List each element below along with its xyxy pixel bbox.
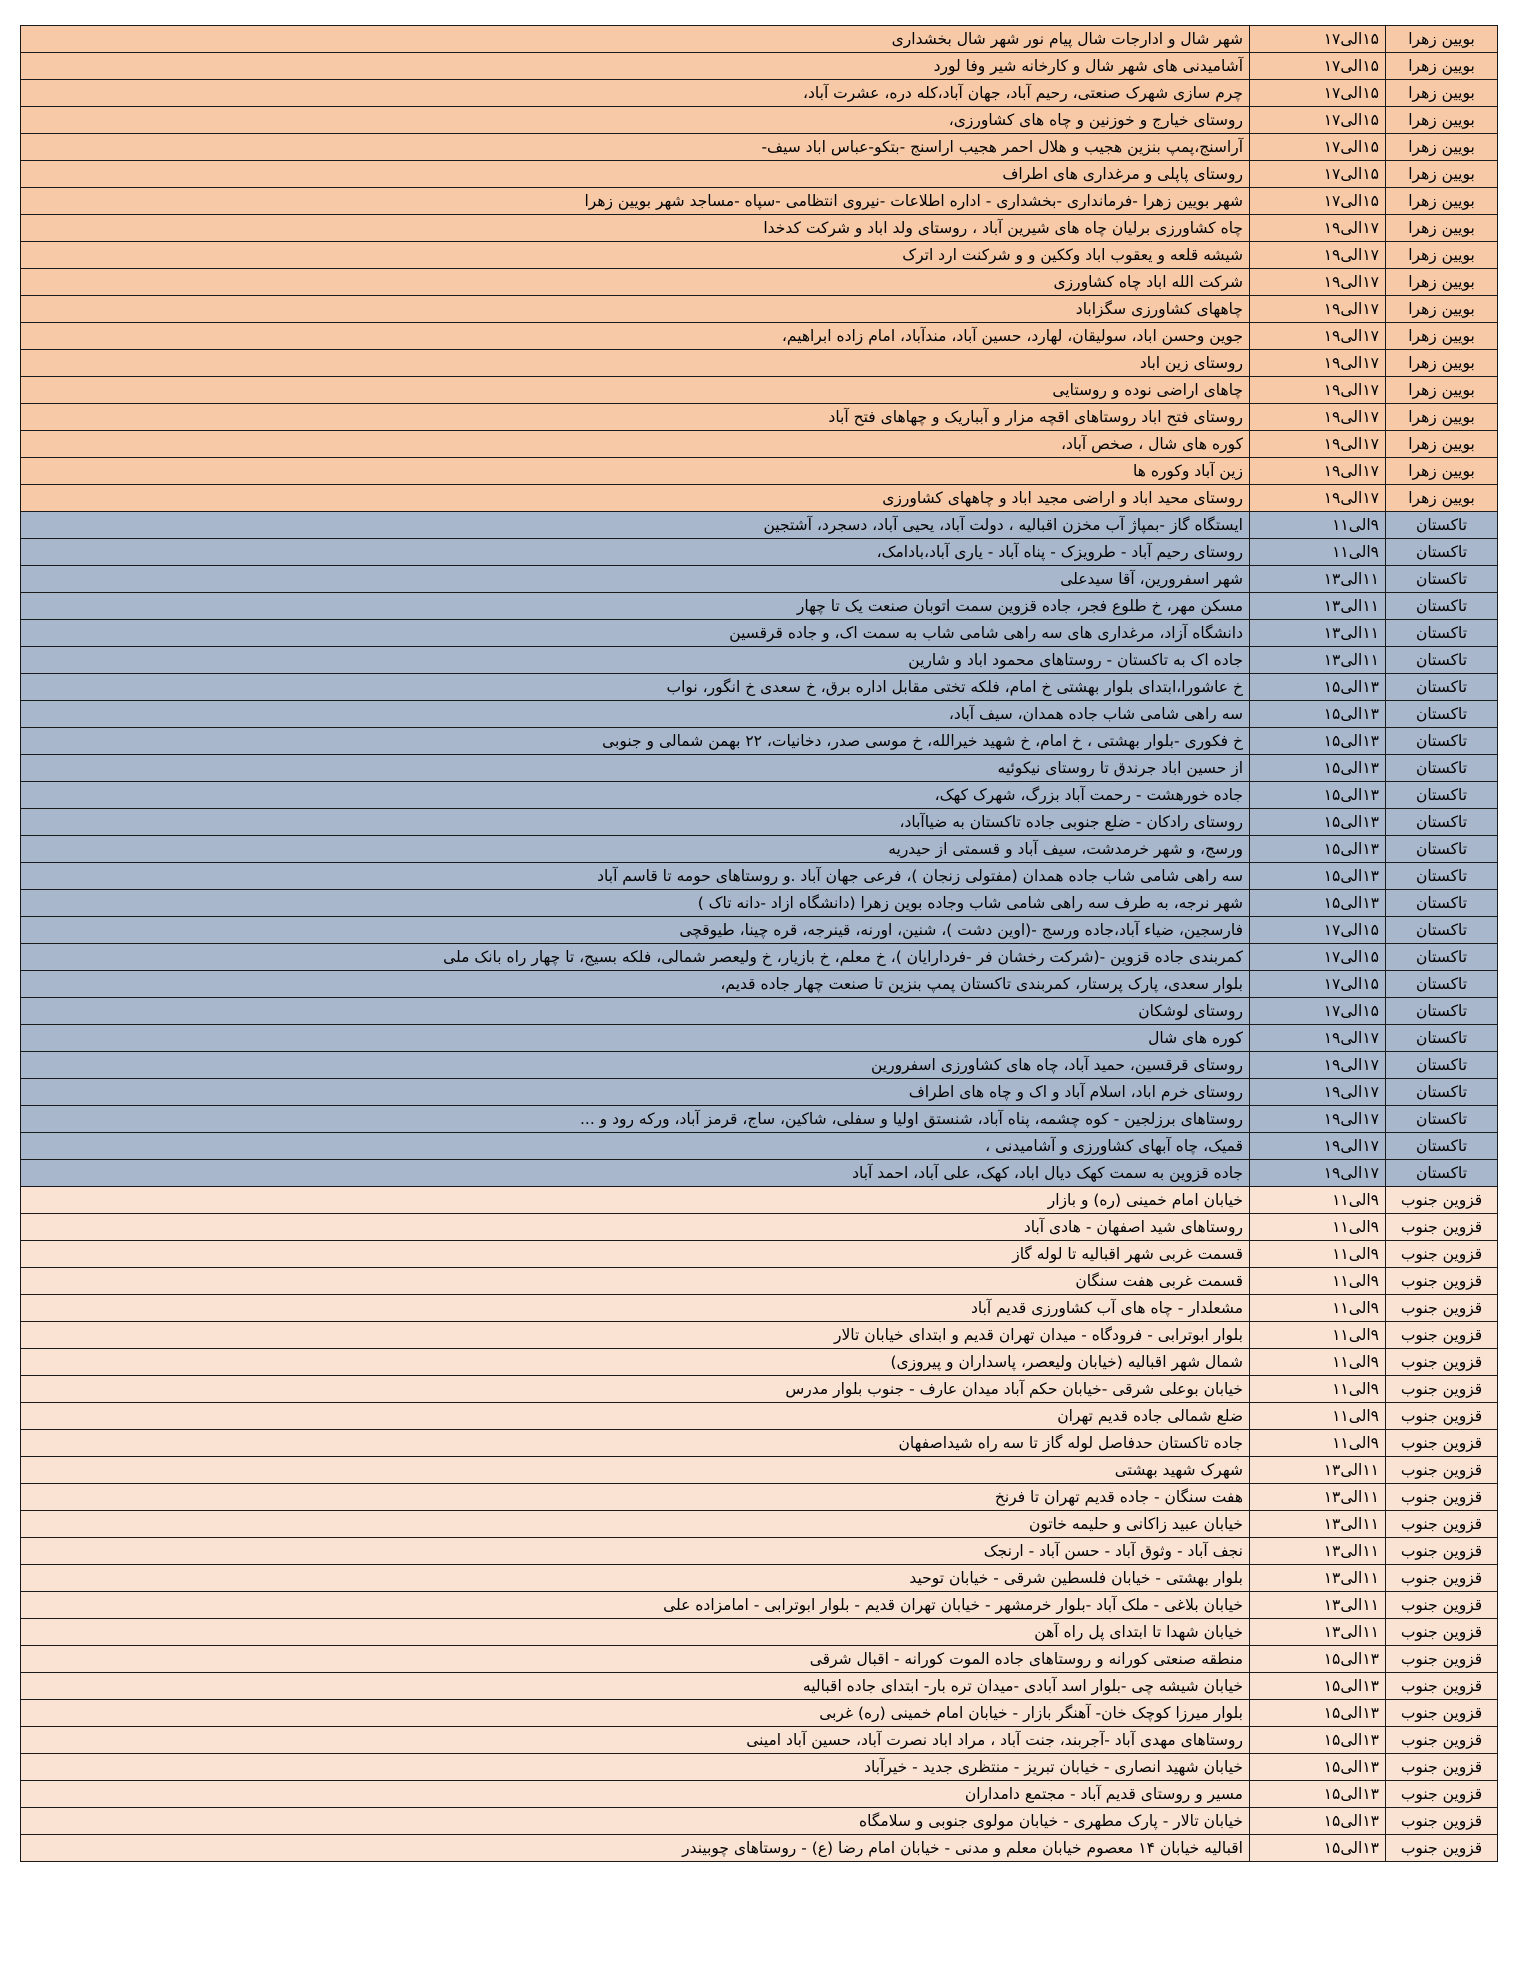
time-range-cell: ۱۱الی۱۳ (1250, 1457, 1386, 1484)
region-cell: تاکستان (1386, 1052, 1498, 1079)
region-cell: بویین زهرا (1386, 215, 1498, 242)
table-row (21, 1511, 1498, 1538)
time-range-cell: ۹الی۱۱ (1250, 1214, 1386, 1241)
area-cell: خیابان شهید انصاری - خیابان تبریز - منتظری جدید - خیرآباد (21, 1754, 1250, 1781)
region-cell: بویین زهرا (1386, 377, 1498, 404)
region-cell: بویین زهرا (1386, 323, 1498, 350)
table-row (21, 1403, 1498, 1430)
region-cell: تاکستان (1386, 971, 1498, 998)
time-range-cell: ۱۷الی۱۹ (1250, 404, 1386, 431)
table-row (21, 242, 1498, 269)
area-cell: خیابان بلاغی - ملک آباد -بلوار خرمشهر - خیابان تهران قدیم - بلوار ابوترابی - امامزاده علی (21, 1592, 1250, 1619)
time-range-cell: ۱۷الی۱۹ (1250, 1052, 1386, 1079)
region-cell: قزوین جنوب (1386, 1511, 1498, 1538)
region-cell: تاکستان (1386, 620, 1498, 647)
time-range-cell: ۱۷الی۱۹ (1250, 1133, 1386, 1160)
area-cell: جاده قزوین به سمت کهک دیال اباد، کهک، علی آباد، احمد آباد (21, 1160, 1250, 1187)
region-cell: بویین زهرا (1386, 188, 1498, 215)
region-cell: قزوین جنوب (1386, 1241, 1498, 1268)
table-row (21, 1538, 1498, 1565)
area-cell: ورسج، و شهر خرمدشت، سیف آباد و قسمتی از حیدریه (21, 836, 1250, 863)
time-range-cell: ۱۳الی۱۵ (1250, 782, 1386, 809)
region-cell: بویین زهرا (1386, 26, 1498, 53)
region-cell: تاکستان (1386, 728, 1498, 755)
table-row (21, 431, 1498, 458)
area-cell: خیابان بوعلی شرقی -خیابان حکم آباد میدان عارف - جنوب بلوار مدرس (21, 1376, 1250, 1403)
area-cell: شیشه قلعه و یعقوب اباد وککین و و شرکنت ارد اترک (21, 242, 1250, 269)
table-row (21, 1565, 1498, 1592)
area-cell: چاههای کشاورزی سگزاباد (21, 296, 1250, 323)
region-cell: بویین زهرا (1386, 107, 1498, 134)
time-range-cell: ۱۳الی۱۵ (1250, 674, 1386, 701)
area-cell: خیابان شیشه چی -بلوار اسد آبادی -میدان تره بار- ابتدای جاده اقبالیه (21, 1673, 1250, 1700)
area-cell: روستای محید اباد و اراضی مجید اباد و چاههای کشاورزی (21, 485, 1250, 512)
table-row (21, 836, 1498, 863)
table-row (21, 1835, 1498, 1862)
region-cell: تاکستان (1386, 701, 1498, 728)
time-range-cell: ۹الی۱۱ (1250, 1430, 1386, 1457)
area-cell: قسمت غربی شهر اقبالیه تا لوله گاز (21, 1241, 1250, 1268)
table-row (21, 269, 1498, 296)
region-cell: قزوین جنوب (1386, 1781, 1498, 1808)
time-range-cell: ۱۵الی۱۷ (1250, 26, 1386, 53)
region-cell: بویین زهرا (1386, 161, 1498, 188)
time-range-cell: ۱۵الی۱۷ (1250, 53, 1386, 80)
region-cell: تاکستان (1386, 539, 1498, 566)
time-range-cell: ۱۳الی۱۵ (1250, 755, 1386, 782)
time-range-cell: ۱۷الی۱۹ (1250, 458, 1386, 485)
time-range-cell: ۱۷الی۱۹ (1250, 1106, 1386, 1133)
area-cell: روستای زین اباد (21, 350, 1250, 377)
table-row (21, 917, 1498, 944)
region-cell: تاکستان (1386, 647, 1498, 674)
area-cell: سه راهی شامی شاب جاده همدان (مفتولی زنجان )، فرعی جهان آباد .و روستاهای حومه تا قاسم آباد (21, 863, 1250, 890)
region-cell: قزوین جنوب (1386, 1700, 1498, 1727)
area-cell: قمیک، چاه آبهای کشاورزی و آشامیدنی ، (21, 1133, 1250, 1160)
time-range-cell: ۱۷الی۱۹ (1250, 296, 1386, 323)
table-row (21, 593, 1498, 620)
time-range-cell: ۱۱الی۱۳ (1250, 620, 1386, 647)
table-row (21, 404, 1498, 431)
time-range-cell: ۱۵الی۱۷ (1250, 944, 1386, 971)
area-cell: روستاهای شید اصفهان - هادی آباد (21, 1214, 1250, 1241)
time-range-cell: ۹الی۱۱ (1250, 539, 1386, 566)
time-range-cell: ۱۷الی۱۹ (1250, 323, 1386, 350)
time-range-cell: ۱۷الی۱۹ (1250, 1025, 1386, 1052)
region-cell: تاکستان (1386, 890, 1498, 917)
table-row (21, 134, 1498, 161)
area-cell: خ فکوری -بلوار بهشتی ، خ امام، خ شهید خیرالله، خ موسی صدر، دخانیات، ۲۲ بهمن شمالی و جنوبی (21, 728, 1250, 755)
table-row (21, 1646, 1498, 1673)
time-range-cell: ۱۳الی۱۵ (1250, 1754, 1386, 1781)
time-range-cell: ۱۳الی۱۵ (1250, 836, 1386, 863)
time-range-cell: ۱۵الی۱۷ (1250, 107, 1386, 134)
time-range-cell: ۱۱الی۱۳ (1250, 566, 1386, 593)
region-cell: بویین زهرا (1386, 296, 1498, 323)
region-cell: بویین زهرا (1386, 80, 1498, 107)
time-range-cell: ۹الی۱۱ (1250, 1403, 1386, 1430)
area-cell: خ عاشورا،ابتدای بلوار بهشتی خ امام، فلکه تختی مقابل اداره برق، خ سعدی خ انگور، نواب (21, 674, 1250, 701)
table-row (21, 1106, 1498, 1133)
region-cell: بویین زهرا (1386, 134, 1498, 161)
time-range-cell: ۱۳الی۱۵ (1250, 701, 1386, 728)
area-cell: مسیر و روستای قدیم آباد - مجتمع دامداران (21, 1781, 1250, 1808)
time-range-cell: ۱۳الی۱۵ (1250, 1727, 1386, 1754)
region-cell: تاکستان (1386, 755, 1498, 782)
table-row (21, 1025, 1498, 1052)
area-cell: اقبالیه خیابان ۱۴ معصوم خیابان معلم و مدنی - خیابان امام رضا (ع) - روستاهای چوبیندر (21, 1835, 1250, 1862)
table-row (21, 1484, 1498, 1511)
region-cell: بویین زهرا (1386, 242, 1498, 269)
region-cell: قزوین جنوب (1386, 1322, 1498, 1349)
table-row (21, 1160, 1498, 1187)
time-range-cell: ۹الی۱۱ (1250, 1295, 1386, 1322)
area-cell: نجف آباد - وثوق آباد - حسن آباد - ارنجک (21, 1538, 1250, 1565)
area-cell: فارسجین، ضیاء آباد،جاده ورسج -(اوین دشت )، شنین، اورنه، قینرجه، قره چینا، طیوقچی (21, 917, 1250, 944)
table-row (21, 458, 1498, 485)
area-cell: شهرک شهید بهشتی (21, 1457, 1250, 1484)
table-row (21, 863, 1498, 890)
region-cell: قزوین جنوب (1386, 1430, 1498, 1457)
time-range-cell: ۱۱الی۱۳ (1250, 1511, 1386, 1538)
area-cell: روستاهای برزلجین - کوه چشمه، پناه آباد، شنستق اولیا و سفلی، شاکین، ساج، قرمز آباد، ورکه رود و ... (21, 1106, 1250, 1133)
area-cell: بلوار ابوترابی - فرودگاه - میدان تهران قدیم و ابتدای خیابان تالار (21, 1322, 1250, 1349)
outage-schedule-body (21, 26, 1498, 1862)
table-row (21, 1295, 1498, 1322)
table-row (21, 620, 1498, 647)
table-row (21, 1079, 1498, 1106)
area-cell: مشعلدار - چاه های آب کشاورزی قدیم آباد (21, 1295, 1250, 1322)
area-cell: روستاهای مهدی آباد -آجربند، جنت آباد ، مراد اباد نصرت آباد، حسین آباد امینی (21, 1727, 1250, 1754)
area-cell: چاهای اراضی نوده و روستایی (21, 377, 1250, 404)
region-cell: تاکستان (1386, 512, 1498, 539)
area-cell: شهر بویین زهرا -فرمانداری -بخشداری - اداره اطلاعات -نیروی انتظامی -سپاه -مساجد شهر بویین زهرا (21, 188, 1250, 215)
time-range-cell: ۱۷الی۱۹ (1250, 485, 1386, 512)
area-cell: چرم سازی شهرک صنعتی، رحیم آباد، جهان آباد،کله دره، عشرت آباد، (21, 80, 1250, 107)
region-cell: تاکستان (1386, 782, 1498, 809)
table-row (21, 188, 1498, 215)
region-cell: قزوین جنوب (1386, 1754, 1498, 1781)
table-row (21, 701, 1498, 728)
region-cell: قزوین جنوب (1386, 1214, 1498, 1241)
table-row (21, 782, 1498, 809)
table-row (21, 80, 1498, 107)
time-range-cell: ۹الی۱۱ (1250, 1268, 1386, 1295)
area-cell: جاده اک به تاکستان - روستاهای محمود اباد و شارین (21, 647, 1250, 674)
table-row (21, 1754, 1498, 1781)
area-cell: شهر نرجه، به طرف سه راهی شامی شاب وجاده بوین زهرا (دانشگاه ازاد -دانه تاک ) (21, 890, 1250, 917)
region-cell: بویین زهرا (1386, 53, 1498, 80)
time-range-cell: ۱۱الی۱۳ (1250, 1484, 1386, 1511)
table-row (21, 1349, 1498, 1376)
table-row (21, 1673, 1498, 1700)
time-range-cell: ۱۵الی۱۷ (1250, 80, 1386, 107)
time-range-cell: ۱۳الی۱۵ (1250, 1673, 1386, 1700)
region-cell: قزوین جنوب (1386, 1835, 1498, 1862)
region-cell: قزوین جنوب (1386, 1349, 1498, 1376)
area-cell: روستای خرم اباد، اسلام آباد و اک و چاه های اطراف (21, 1079, 1250, 1106)
table-row (21, 944, 1498, 971)
time-range-cell: ۱۳الی۱۵ (1250, 863, 1386, 890)
table-row (21, 1268, 1498, 1295)
area-cell: روستای خیارج و خوزنین و چاه های کشاورزی، (21, 107, 1250, 134)
time-range-cell: ۹الی۱۱ (1250, 512, 1386, 539)
time-range-cell: ۹الی۱۱ (1250, 1376, 1386, 1403)
table-row (21, 1727, 1498, 1754)
time-range-cell: ۱۱الی۱۳ (1250, 1619, 1386, 1646)
area-cell: روستای قرقسین، حمید آباد، چاه های کشاورزی اسفرورین (21, 1052, 1250, 1079)
region-cell: قزوین جنوب (1386, 1376, 1498, 1403)
area-cell: کوره های شال ، صخص آباد، (21, 431, 1250, 458)
area-cell: منطقه صنعتی کورانه و روستاهای جاده الموت کورانه - اقبال شرقی (21, 1646, 1250, 1673)
region-cell: قزوین جنوب (1386, 1403, 1498, 1430)
table-row (21, 1376, 1498, 1403)
region-cell: قزوین جنوب (1386, 1673, 1498, 1700)
area-cell: روستای رحیم آباد - طرویزک - پناه آباد - یاری آباد،بادامک، (21, 539, 1250, 566)
table-row (21, 1187, 1498, 1214)
area-cell: جوین وحسن اباد، سولیقان، لهارد، حسین آباد، مندآباد، امام زاده ابراهیم، (21, 323, 1250, 350)
time-range-cell: ۱۳الی۱۵ (1250, 1646, 1386, 1673)
table-row (21, 1322, 1498, 1349)
region-cell: قزوین جنوب (1386, 1484, 1498, 1511)
region-cell: قزوین جنوب (1386, 1187, 1498, 1214)
table-row (21, 1241, 1498, 1268)
region-cell: قزوین جنوب (1386, 1808, 1498, 1835)
area-cell: بلوار سعدی، پارک پرستار، کمربندی تاکستان پمپ بنزین تا صنعت چهار جاده قدیم، (21, 971, 1250, 998)
time-range-cell: ۱۷الی۱۹ (1250, 215, 1386, 242)
table-row (21, 1619, 1498, 1646)
area-cell: هفت سنگان - جاده قدیم تهران تا فرنخ (21, 1484, 1250, 1511)
area-cell: ایستگاه گاز -بمپاژ آب مخزن اقبالیه ، دولت آباد، یحیی آباد، دسجرد، آشتجین (21, 512, 1250, 539)
area-cell: خیابان شهدا تا ابتدای پل راه آهن (21, 1619, 1250, 1646)
time-range-cell: ۱۵الی۱۷ (1250, 134, 1386, 161)
table-row (21, 377, 1498, 404)
area-cell: جاده تاکستان حدفاصل لوله گاز تا سه راه شیداصفهان (21, 1430, 1250, 1457)
area-cell: مسکن مهر، خ طلوع فجر، جاده قزوین سمت اتوبان صنعت یک تا چهار (21, 593, 1250, 620)
time-range-cell: ۱۱الی۱۳ (1250, 1538, 1386, 1565)
time-range-cell: ۹الی۱۱ (1250, 1349, 1386, 1376)
region-cell: قزوین جنوب (1386, 1619, 1498, 1646)
region-cell: قزوین جنوب (1386, 1592, 1498, 1619)
region-cell: تاکستان (1386, 836, 1498, 863)
region-cell: تاکستان (1386, 998, 1498, 1025)
time-range-cell: ۱۷الی۱۹ (1250, 431, 1386, 458)
table-row (21, 1808, 1498, 1835)
table-row (21, 350, 1498, 377)
region-cell: تاکستان (1386, 1106, 1498, 1133)
region-cell: بویین زهرا (1386, 458, 1498, 485)
time-range-cell: ۱۵الی۱۷ (1250, 917, 1386, 944)
time-range-cell: ۱۳الی۱۵ (1250, 728, 1386, 755)
area-cell: خیابان تالار - پارک مطهری - خیابان مولوی جنوبی و سلامگاه (21, 1808, 1250, 1835)
table-row (21, 1430, 1498, 1457)
area-cell: چاه کشاورزی برلیان چاه های شیرین آباد ، روستای ولد اباد و شرکت کدخدا (21, 215, 1250, 242)
area-cell: روستای پاپلی و مرغداری های اطراف (21, 161, 1250, 188)
region-cell: تاکستان (1386, 1133, 1498, 1160)
area-cell: زین آباد وکوره ها (21, 458, 1250, 485)
time-range-cell: ۱۳الی۱۵ (1250, 1835, 1386, 1862)
region-cell: بویین زهرا (1386, 350, 1498, 377)
area-cell: روستای لوشکان (21, 998, 1250, 1025)
region-cell: بویین زهرا (1386, 431, 1498, 458)
time-range-cell: ۱۱الی۱۳ (1250, 593, 1386, 620)
time-range-cell: ۱۷الی۱۹ (1250, 1079, 1386, 1106)
region-cell: تاکستان (1386, 1025, 1498, 1052)
region-cell: بویین زهرا (1386, 404, 1498, 431)
region-cell: تاکستان (1386, 809, 1498, 836)
region-cell: تاکستان (1386, 674, 1498, 701)
area-cell: روستای رادکان - ضلع جنوبی جاده تاکستان به ضیاآباد، (21, 809, 1250, 836)
time-range-cell: ۱۱الی۱۳ (1250, 647, 1386, 674)
time-range-cell: ۹الی۱۱ (1250, 1241, 1386, 1268)
area-cell: قسمت غربی هفت سنگان (21, 1268, 1250, 1295)
table-row (21, 1781, 1498, 1808)
table-row (21, 566, 1498, 593)
region-cell: تاکستان (1386, 944, 1498, 971)
time-range-cell: ۱۱الی۱۳ (1250, 1592, 1386, 1619)
region-cell: تاکستان (1386, 566, 1498, 593)
table-row (21, 1052, 1498, 1079)
region-cell: تاکستان (1386, 917, 1498, 944)
time-range-cell: ۱۷الی۱۹ (1250, 350, 1386, 377)
area-cell: بلوار میرزا کوچک خان- آهنگر بازار - خیابان امام خمینی (ره) غربی (21, 1700, 1250, 1727)
time-range-cell: ۱۳الی۱۵ (1250, 1808, 1386, 1835)
region-cell: تاکستان (1386, 1160, 1498, 1187)
outage-schedule-table (20, 25, 1498, 1862)
time-range-cell: ۱۵الی۱۷ (1250, 971, 1386, 998)
time-range-cell: ۱۵الی۱۷ (1250, 998, 1386, 1025)
time-range-cell: ۱۳الی۱۵ (1250, 1700, 1386, 1727)
area-cell: بلوار بهشتی - خیابان فلسطین شرقی - خیابان توحید (21, 1565, 1250, 1592)
region-cell: قزوین جنوب (1386, 1538, 1498, 1565)
region-cell: تاکستان (1386, 863, 1498, 890)
table-row (21, 1700, 1498, 1727)
area-cell: آشامیدنی های شهر شال و کارخانه شیر وفا لورد (21, 53, 1250, 80)
table-row (21, 512, 1498, 539)
time-range-cell: ۱۳الی۱۵ (1250, 890, 1386, 917)
region-cell: تاکستان (1386, 1079, 1498, 1106)
table-row (21, 1457, 1498, 1484)
table-row (21, 890, 1498, 917)
table-row (21, 971, 1498, 998)
area-cell: شرکت الله اباد چاه کشاورزی (21, 269, 1250, 296)
table-row (21, 26, 1498, 53)
region-cell: قزوین جنوب (1386, 1646, 1498, 1673)
area-cell: دانشگاه آزاد، مرغداری های سه راهی شامی شاب به سمت اک، و جاده قرقسین (21, 620, 1250, 647)
table-row (21, 809, 1498, 836)
region-cell: قزوین جنوب (1386, 1727, 1498, 1754)
table-row (21, 998, 1498, 1025)
area-cell: شهر شال و ادارجات شال پیام نور شهر شال بخشداری (21, 26, 1250, 53)
table-row (21, 53, 1498, 80)
table-row (21, 1214, 1498, 1241)
table-row (21, 485, 1498, 512)
time-range-cell: ۱۷الی۱۹ (1250, 1160, 1386, 1187)
area-cell: جاده خورهشت - رحمت آباد بزرگ، شهرک کهک، (21, 782, 1250, 809)
region-cell: بویین زهرا (1386, 269, 1498, 296)
region-cell: قزوین جنوب (1386, 1565, 1498, 1592)
table-row (21, 161, 1498, 188)
area-cell: شهر اسفرورین، آقا سیدعلی (21, 566, 1250, 593)
area-cell: خیابان عبید زاکانی و حلیمه خاتون (21, 1511, 1250, 1538)
region-cell: قزوین جنوب (1386, 1457, 1498, 1484)
table-row (21, 107, 1498, 134)
time-range-cell: ۱۵الی۱۷ (1250, 188, 1386, 215)
time-range-cell: ۱۷الی۱۹ (1250, 242, 1386, 269)
table-row (21, 215, 1498, 242)
table-row (21, 323, 1498, 350)
table-row (21, 296, 1498, 323)
area-cell: کوره های شال (21, 1025, 1250, 1052)
area-cell: ضلع شمالی جاده قدیم تهران (21, 1403, 1250, 1430)
table-row (21, 674, 1498, 701)
table-row (21, 755, 1498, 782)
table-row (21, 1592, 1498, 1619)
region-cell: تاکستان (1386, 593, 1498, 620)
time-range-cell: ۱۳الی۱۵ (1250, 809, 1386, 836)
time-range-cell: ۱۳الی۱۵ (1250, 1781, 1386, 1808)
table-row (21, 539, 1498, 566)
region-cell: قزوین جنوب (1386, 1295, 1498, 1322)
table-row (21, 1133, 1498, 1160)
region-cell: بویین زهرا (1386, 485, 1498, 512)
region-cell: قزوین جنوب (1386, 1268, 1498, 1295)
table-row (21, 647, 1498, 674)
table-row (21, 728, 1498, 755)
time-range-cell: ۹الی۱۱ (1250, 1187, 1386, 1214)
area-cell: خیابان امام خمینی (ره) و بازار (21, 1187, 1250, 1214)
time-range-cell: ۱۷الی۱۹ (1250, 269, 1386, 296)
time-range-cell: ۹الی۱۱ (1250, 1322, 1386, 1349)
time-range-cell: ۱۵الی۱۷ (1250, 161, 1386, 188)
time-range-cell: ۱۱الی۱۳ (1250, 1565, 1386, 1592)
area-cell: کمربندی جاده قزوین -(شرکت رخشان فر -فردارایان )، خ معلم، خ بازیار، خ ولیعصر شمالی، فلکه بسیج، تا چهار راه بانک ملی (21, 944, 1250, 971)
area-cell: شمال شهر اقبالیه (خیابان ولیعصر، پاسداران و پیروزی) (21, 1349, 1250, 1376)
area-cell: آراسنج،پمپ بنزین هجیب و هلال احمر هجیب اراسنج -بتکو-عباس اباد سیف- (21, 134, 1250, 161)
area-cell: سه راهی شامی شاب جاده همدان، سیف آباد، (21, 701, 1250, 728)
time-range-cell: ۱۷الی۱۹ (1250, 377, 1386, 404)
area-cell: روستای فتح اباد روستاهای اقچه مزار و آبباریک و چهاهای فتح آباد (21, 404, 1250, 431)
area-cell: از حسین اباد جرندق تا روستای نیکوئیه (21, 755, 1250, 782)
